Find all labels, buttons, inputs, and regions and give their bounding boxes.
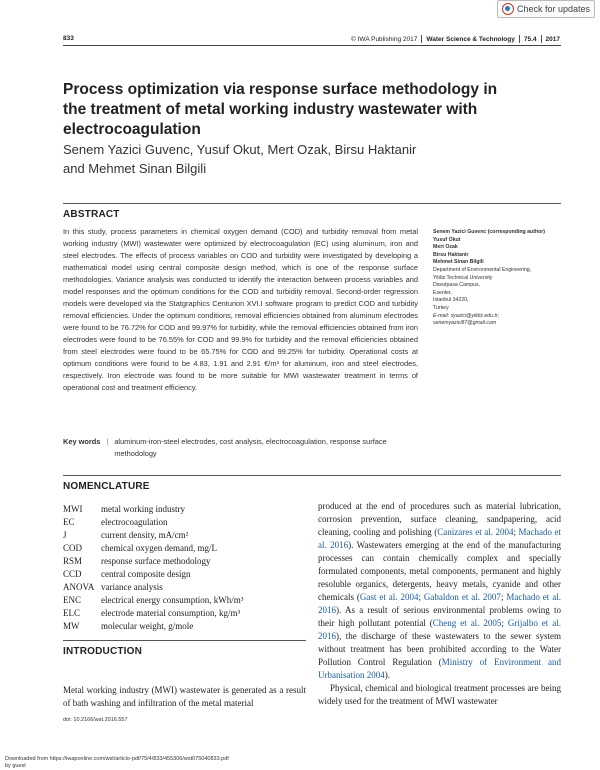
affiliation-line: Mert Ozak: [433, 244, 458, 251]
download-user: by guest: [5, 763, 26, 769]
affiliation-line: Department of Environmental Engineering,: [433, 266, 532, 273]
right-column-text: [318, 500, 561, 708]
download-url[interactable]: Downloaded from https://iwaponline.com/wst/article-pdf/75/4/833/455306/wst075040833.pdf: [5, 756, 229, 762]
affiliation-line: Esenler,: [433, 289, 452, 296]
text-run: ). Wastewaters emerging at the end of the manufacturing processes can contain chemically complex and specially formulated components, metal components, permanent and highly resoluble organics, detergents, heavy metals, cyanide and other chemicals (: [318, 540, 561, 602]
nomenclature-desc: molecular weight, g/mole: [101, 621, 194, 631]
nomenclature-abbr: COD: [63, 543, 83, 553]
keywords-label: Key words: [63, 437, 101, 446]
paragraph: Physical, chemical and biological treatment processes are being widely used for the treatment of MWI wastewater: [318, 683, 561, 706]
text-run: ;: [501, 618, 508, 628]
nomenclature-desc: chemical oxygen demand, mg/L: [101, 543, 217, 553]
nomenclature-row: [63, 542, 313, 555]
introduction-text: Metal working industry (MWI) wastewater is generated as a result of bath washing and infiltration of the metal material: [63, 685, 306, 708]
check-for-updates-label: Check for updates: [517, 4, 591, 14]
affiliation-line: Yildiz Technical University: [433, 274, 493, 281]
nomenclature-abbr: J: [63, 530, 67, 540]
affiliation-line: Birsu Haktanir: [433, 251, 469, 258]
affiliation-line: Yusuf Okut: [433, 236, 461, 243]
authors-line-2: and Mehmet Sinan Bilgili: [63, 161, 207, 176]
abstract-text: In this study, process parameters in chemical oxygen demand (COD) and turbidity removal from metal working industry (MWI) wastewater were optimized by electrocoagulation (EC) using aluminum, iron and steel electrodes. The effects of process variables on COD and turbidity were investigated by developing a mathematical model using central composite design method, which is one of the response surface methodologies. Variance analysis was conducted to identify the interaction between process variables and model responses and the optimum conditions for the COD and turbidity removal. Second-order regression models were developed via the Statgraphics Centurion XVI.I software program to predict COD and turbidity removal efficiencies. Under the optimum conditions, removal efficiencies obtained from aluminum electrodes were found to be 76.72% for COD and 99.97% for turbidity, while the removal efficiencies obtained from iron electrodes were found to be 76.55% for COD and 99.9% for turbidity and the removal efficiencies obtained from steel electrodes were found to be 65.75% for COD and 99.25% for turbidity. Operational costs at optimum conditions were found to be 4.83, 1.91 and 2.91 €/m³ for aluminum, iron and steel electrodes, respectively. Iron electrode was found to be more suitable for MWI wastewater treatment in terms of operational cost and treatment efficiency.: [63, 227, 418, 392]
text-run: ;: [418, 592, 424, 602]
nomenclature-abbr: RSM: [63, 556, 83, 566]
keywords-text: aluminum-iron-steel electrodes, cost analysis, electrocoagulation, response surface methodology: [114, 437, 387, 458]
doi: doi: 10.2166/wst.2016.557: [63, 717, 128, 723]
introduction-rule: [63, 640, 306, 641]
nomenclature-row: [63, 555, 313, 568]
nomenclature-abbr: EC: [63, 517, 75, 527]
affiliation-line: Mehmet Sinan Bilgili: [433, 259, 484, 266]
nomenclature-abbr: CCD: [63, 569, 82, 579]
nomenclature-heading: NOMENCLATURE: [63, 481, 150, 492]
nomenclature-desc: electrical energy consumption, kWh/m³: [101, 595, 244, 605]
citation-link[interactable]: Gast et al. 2004: [359, 592, 419, 602]
nomenclature-abbr: ENC: [63, 595, 81, 605]
affiliation-line: senemyazici87@gmail.com: [433, 320, 497, 327]
check-for-updates-badge[interactable]: [497, 0, 595, 18]
nomenclature-list: [63, 503, 313, 633]
nomenclature-row: [63, 581, 313, 594]
running-header: [351, 35, 560, 43]
text-run: ), the discharge of these wastewaters to the sewer system without treatment has been prohibited according to the Water Pollution Control Regulation (: [318, 631, 561, 667]
nomenclature-rule: [63, 475, 561, 476]
introduction-heading: INTRODUCTION: [63, 646, 143, 657]
nomenclature-row: [63, 516, 313, 529]
text-run: ;: [500, 592, 507, 602]
nomenclature-desc: central composite design: [101, 569, 191, 579]
journal-year: 2017: [545, 35, 560, 43]
nomenclature-row: [63, 529, 313, 542]
paragraph: [318, 500, 561, 682]
keywords: [63, 436, 418, 460]
text-run: ). As a result of serious environmental problems owing to their high pollutant potential (: [318, 605, 561, 628]
journal-name: Water Science & Technology: [426, 35, 515, 43]
nomenclature-desc: electrocoagulation: [101, 517, 168, 527]
nomenclature-abbr: ANOVA: [63, 582, 95, 592]
article-title: Process optimization via response surface methodology in the treatment of metal working industry wastewater with electrocoagulation: [63, 81, 498, 138]
abstract-rule: [63, 203, 561, 204]
affiliation-line: E-mail: syazici@yildiz.edu.tr;: [433, 312, 500, 319]
citation-link[interactable]: Gabaldon et al. 2007: [423, 592, 501, 602]
nomenclature-row: [63, 568, 313, 581]
header-divider: [541, 35, 542, 43]
nomenclature-row: [63, 594, 313, 607]
nomenclature-desc: metal working industry: [101, 504, 185, 514]
citation-link[interactable]: Cheng et al. 2005: [432, 618, 502, 628]
text-run: produced at the end of procedures such as material lubrication, corrosion prevention, surface cleaning, sandpapering, acid cleaning, cooling and polishing (: [318, 501, 561, 537]
nomenclature-desc: current density, mA/cm²: [101, 530, 189, 540]
author-affiliation: [433, 229, 563, 328]
affiliation-line: Turkey: [433, 304, 449, 311]
citation-link[interactable]: Machado et al. 2016: [318, 527, 561, 550]
nomenclature-abbr: MWI: [63, 504, 83, 514]
page-number: 833: [63, 35, 74, 42]
nomenclature-row: [63, 620, 313, 633]
nomenclature-desc: variance analysis: [101, 582, 163, 592]
header-divider: [421, 35, 422, 43]
nomenclature-row: [63, 607, 313, 620]
nomenclature-abbr: MW: [63, 621, 80, 631]
keywords-divider: |: [106, 437, 109, 446]
authors: [63, 140, 443, 178]
nomenclature-desc: response surface methodology: [101, 556, 211, 566]
citation-link[interactable]: Machado et al. 2016: [318, 592, 561, 615]
text-run: ;: [513, 527, 519, 537]
authors-line-1: Senem Yazici Guvenc, Yusuf Okut, Mert Ozak, Birsu Haktanir: [63, 142, 417, 157]
publisher: © IWA Publishing 2017: [351, 35, 418, 43]
nomenclature-row: [63, 503, 313, 516]
header-divider: [519, 35, 520, 43]
affiliation-line: Senem Yazici Guvenc (corresponding author): [433, 229, 546, 235]
download-notice: [5, 756, 229, 770]
header-rule: [63, 45, 561, 46]
abstract-heading: ABSTRACT: [63, 209, 120, 220]
citation-link[interactable]: Ministry of Environment and Urbanisation 2004: [318, 657, 561, 680]
journal-volume: 75.4: [523, 35, 537, 43]
text-run: ).: [384, 670, 390, 680]
update-icon: [502, 3, 514, 15]
citation-link[interactable]: Canizares et al. 2004: [437, 527, 514, 537]
affiliation-line: Istanbul 34220,: [433, 297, 469, 304]
citation-link[interactable]: Grijalbo et al. 2016: [318, 618, 561, 641]
nomenclature-abbr: ELC: [63, 608, 80, 618]
nomenclature-desc: electrode material consumption, kg/m³: [101, 608, 241, 618]
affiliation-line: Davutpasa Campus,: [433, 282, 480, 289]
